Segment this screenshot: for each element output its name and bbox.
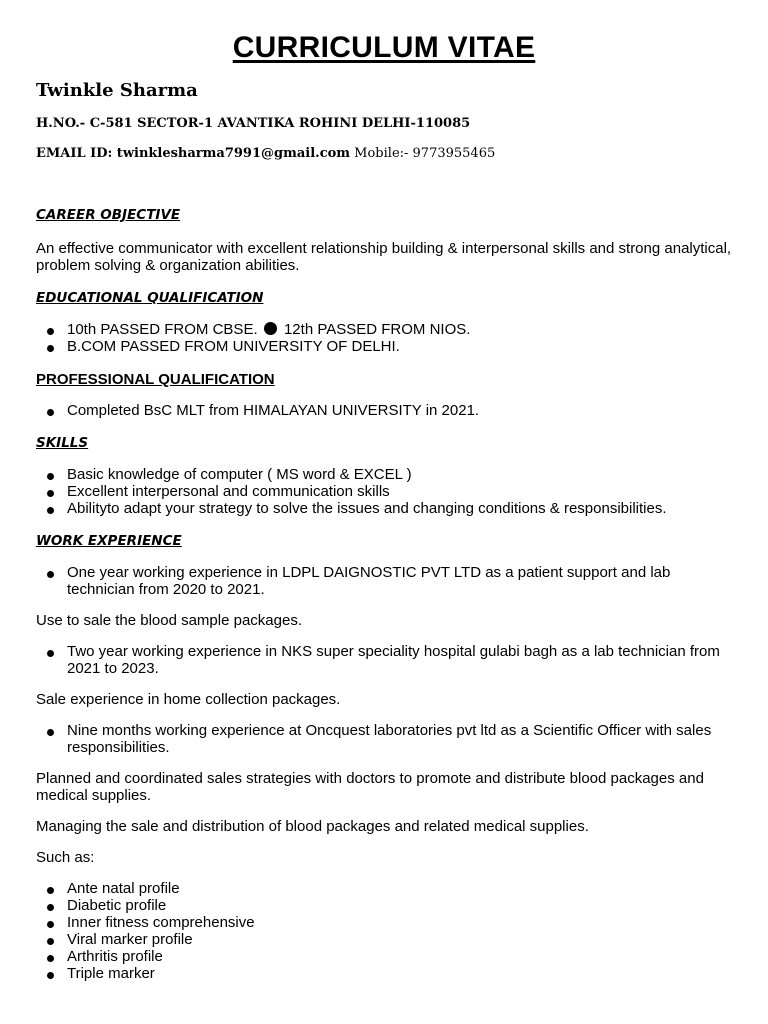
bullet-icon [47,345,54,352]
work-list-3 [36,722,736,756]
heading-education: EDUCATIONAL QUALIFICATION [36,290,264,306]
bullet-icon [47,887,54,894]
profile-item: Triple marker [67,965,155,982]
list-item [36,948,736,965]
professional-list [36,402,736,419]
education-list [36,321,736,355]
work-note: Sale experience in home collection packages. [36,691,341,708]
education-bcom: B.COM PASSED FROM UNIVERSITY OF DELHI. [67,338,400,355]
career-objective-text: An effective communicator with excellent relationship building & interpersonal skills and strong analytical, problem solving & organization abilities. [36,240,732,274]
list-item [36,321,736,338]
work-list-1 [36,564,736,598]
candidate-name: Twinkle Sharma [36,80,198,101]
bullet-icon [47,507,54,514]
job-item: Nine months working experience at Oncquest laboratories pvt ltd as a Scientific Officer with sales responsibilities. [67,722,712,756]
profile-item: Ante natal profile [67,880,180,897]
education-12th: 12th PASSED FROM NIOS. [283,321,471,338]
heading-skills: SKILLS [36,435,89,451]
list-item [36,897,736,914]
skills-list [36,466,736,517]
list-item [36,965,736,982]
list-item [36,564,736,598]
bullet-icon [47,955,54,962]
work-paragraph: Managing the sale and distribution of blood packages and related medical supplies. [36,818,589,835]
list-item [36,466,736,483]
work-note: Use to sale the blood sample packages. [36,612,302,629]
profile-list [36,880,736,982]
bullet-icon [47,409,54,416]
list-item [36,880,736,897]
job-item: One year working experience in LDPL DAIGNOSTIC PVT LTD as a patient support and lab technician from 2020 to 2021. [67,564,671,598]
bullet-icon [47,650,54,657]
mobile: Mobile:- 9773955465 [350,146,496,161]
list-item [36,914,736,931]
list-item [36,402,736,419]
education-10th: 10th PASSED FROM CBSE. [67,321,258,338]
work-list-2 [36,643,736,677]
bullet-icon [47,490,54,497]
page-title: CURRICULUM VITAE [232,31,536,64]
job-item: Two year working experience in NKS super speciality hospital gulabi bagh as a lab technician from 2021 to 2023. [67,643,720,677]
bullet-icon [47,921,54,928]
bullet-icon [264,322,277,335]
bullet-icon [47,729,54,736]
list-item [36,722,736,756]
contact-line [36,146,495,161]
skill-item: Abilityto adapt your strategy to solve the issues and changing conditions & responsibilities. [67,500,667,517]
heading-professional: PROFESSIONAL QUALIFICATION [36,371,275,388]
skill-item: Excellent interpersonal and communication skills [67,483,390,500]
resume-body [36,207,736,982]
bullet-icon [47,938,54,945]
address: H.NO.- C-581 SECTOR-1 AVANTIKA ROHINI DELHI-110085 [36,116,471,131]
list-item [36,643,736,677]
bullet-icon [47,571,54,578]
bullet-icon [47,328,54,335]
professional-item: Completed BsC MLT from HIMALAYAN UNIVERSITY in 2021. [67,402,480,419]
bullet-icon [47,904,54,911]
list-item [36,483,736,500]
heading-career-objective: CAREER OBJECTIVE [36,207,181,223]
bullet-icon [47,972,54,979]
profile-item: Viral marker profile [67,931,193,948]
bullet-icon [47,473,54,480]
such-as-label: Such as: [36,849,95,866]
work-paragraph: Planned and coordinated sales strategies with doctors to promote and distribute blood packages and medical supplies. [36,770,704,804]
list-item [36,500,736,517]
skill-item: Basic knowledge of computer ( MS word & EXCEL ) [67,466,412,483]
list-item [36,338,736,355]
heading-work-experience: WORK EXPERIENCE [36,533,182,549]
profile-item: Arthritis profile [67,948,163,965]
email: EMAIL ID: twinklesharma7991@gmail.com [36,146,351,161]
profile-item: Inner fitness comprehensive [67,914,255,931]
profile-item: Diabetic profile [67,897,167,914]
list-item [36,931,736,948]
